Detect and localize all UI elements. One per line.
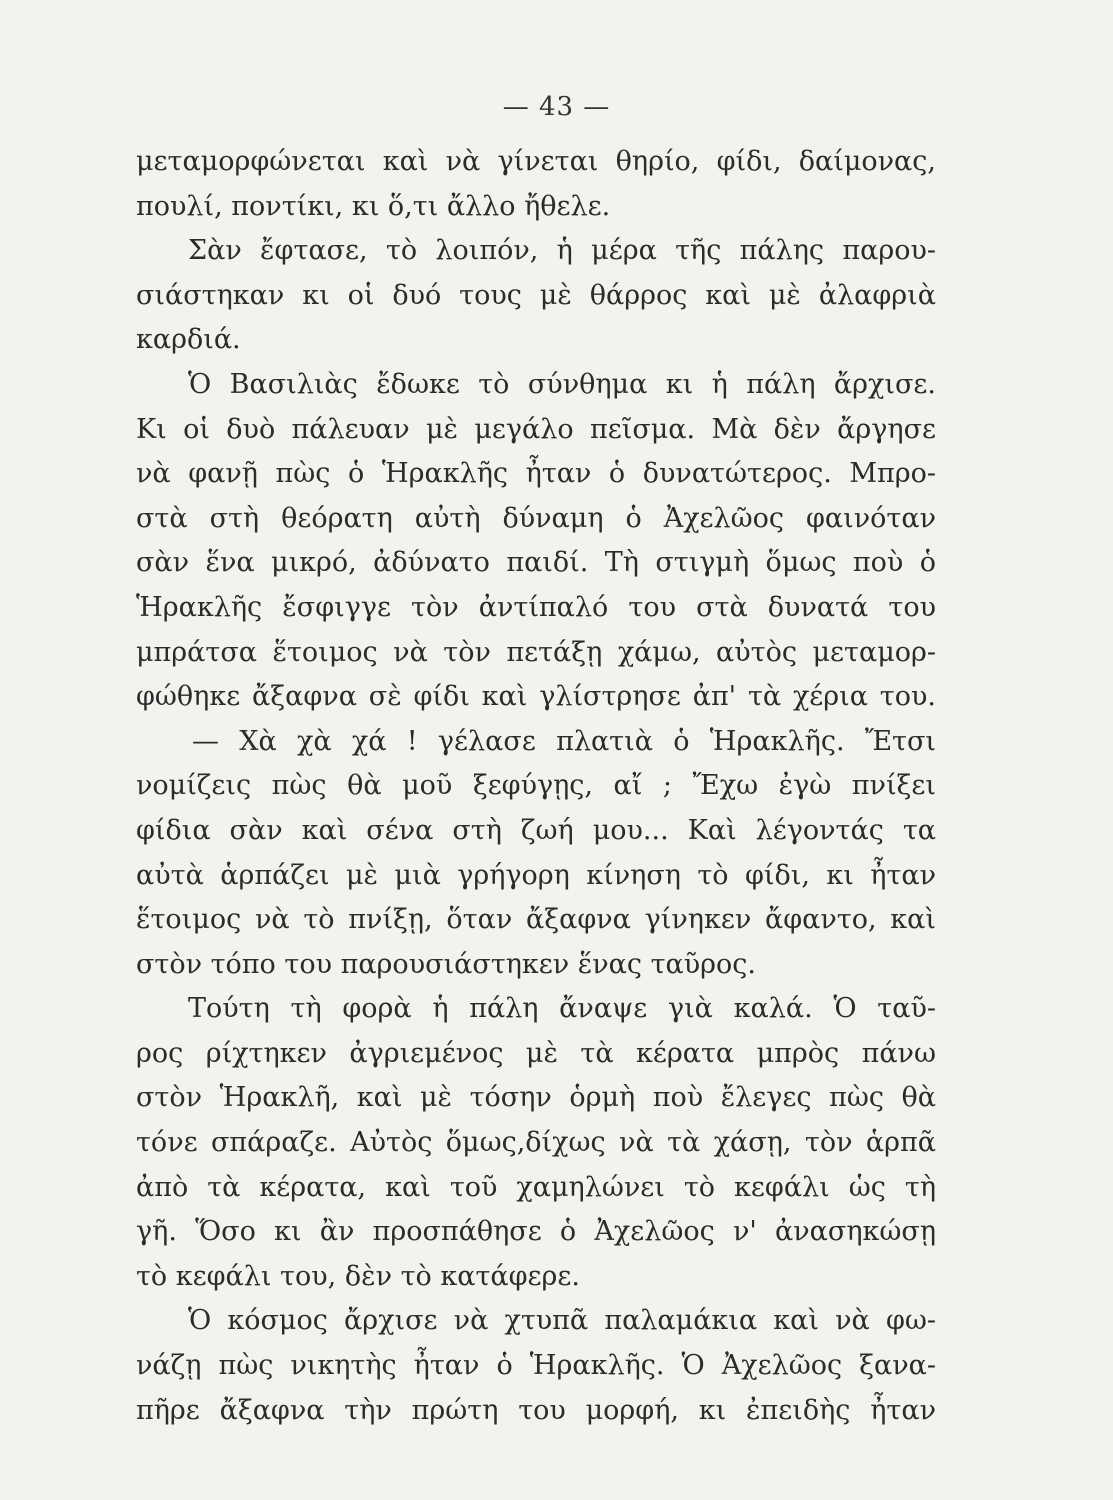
text-line: στὸν τόπο του παρουσιάστηκεν ἕνας ταῦρος. [136,948,757,980]
text-line: φώθηκε ἄξαφνα σὲ φίδι καὶ γλίστρησε ἀπ' τὰ χέρια του. [136,681,936,713]
text-line: Τούτη τὴ φορὰ ἡ πάλη ἄναψε γιὰ καλά. Ὁ ταῦ- [188,993,936,1025]
text-line: πουλί, ποντίκι, κι ὅ,τι ἄλλο ἤθελε. [136,190,611,222]
text-line: Κι οἱ δυὸ πάλευαν μὲ μεγάλο πεῖσμα. Μὰ δὲν ἄργησε [136,413,936,445]
page-number: — 43 — [502,92,611,122]
text-line: στὸν Ἡρακλῆ, καὶ μὲ τόσην ὁρμὴ ποὺ ἔλεγες πὼς θὰ [136,1082,936,1114]
text-line: καρδιά. [136,324,241,356]
text-line: — Χὰ χὰ χά ! γέλασε πλατιὰ ὁ Ἡρακλῆς. Ἔτσι [192,725,936,757]
text-line: πῆρε ἄξαφνα τὴν πρώτη του μορφή, κι ἐπειδὴς ἦταν [136,1394,936,1426]
text-line: Ὁ Βασιλιὰς ἔδωκε τὸ σύνθημα κι ἡ πάλη ἄρχισε. [188,368,936,400]
text-line: σὰν ἕνα μικρό, ἀδύνατο παιδί. Τὴ στιγμὴ ὅμως ποὺ ὁ [136,547,936,579]
text-line: μπράτσα ἕτοιμος νὰ τὸν πετάξῃ χάμω, αὐτὸς μεταμορ- [136,636,936,668]
text-line: ἕτοιμος νὰ τὸ πνίξῃ, ὅταν ἄξαφνα γίνηκεν ἄφαντο, καὶ [136,904,936,936]
text-line: νάζῃ πὼς νικητὴς ἦταν ὁ Ἡρακλῆς. Ὁ Ἀχελῶος ξανα- [136,1350,936,1382]
text-line: ἀπὸ τὰ κέρατα, καὶ τοῦ χαμηλώνει τὸ κεφάλι ὡς τὴ [136,1171,936,1203]
text-line: νὰ φανῇ πὼς ὁ Ἡρακλῆς ἦταν ὁ δυνατώτερος. Μπρο- [136,458,936,490]
text-line: στὰ στὴ θεόρατη αὐτὴ δύναμη ὁ Ἀχελῶος φαινόταν [136,502,936,534]
text-line: Σὰν ἔφτασε, τὸ λοιπόν, ἡ μέρα τῆς πάλης παρου- [188,235,936,267]
text-line: τὸ κεφάλι του, δὲν τὸ κατάφερε. [136,1260,580,1292]
text-line: νομίζεις πὼς θὰ μοῦ ξεφύγῃς, αἴ ; Ἔχω ἐγὼ πνίξει [136,770,936,802]
text-line: αὐτὰ ἁρπάζει μὲ μιὰ γρήγορη κίνηση τὸ φίδι, κι ἦταν [136,859,936,891]
text-line: σιάστηκαν κι οἱ δυό τους μὲ θάρρος καὶ μὲ ἀλαφριὰ [136,279,936,311]
text-line: φίδια σὰν καὶ σένα στὴ ζωή μου... Καὶ λέγοντάς τα [136,814,936,846]
body-text [136,140,936,1433]
text-line: Ὁ κόσμος ἄρχισε νὰ χτυπᾶ παλαμάκια καὶ νὰ φω- [188,1305,936,1337]
text-line: Ἡρακλῆς ἔσφιγγε τὸν ἀντίπαλό του στὰ δυνατά του [136,591,936,623]
text-line: μεταμορφώνεται καὶ νὰ γίνεται θηρίο, φίδι, δαίμονας, [136,146,936,177]
text-line: γῆ. Ὅσο κι ἂν προσπάθησε ὁ Ἀχελῶος ν' ἀνασηκώσῃ [136,1216,936,1248]
text-line: τόνε σπάραζε. Αὐτὸς ὅμως,δίχως νὰ τὰ χάσῃ, τὸν ἁρπᾶ [136,1127,936,1159]
text-line: ρος ρίχτηκεν ἀγριεμένος μὲ τὰ κέρατα μπρὸς πάνω [136,1037,936,1069]
